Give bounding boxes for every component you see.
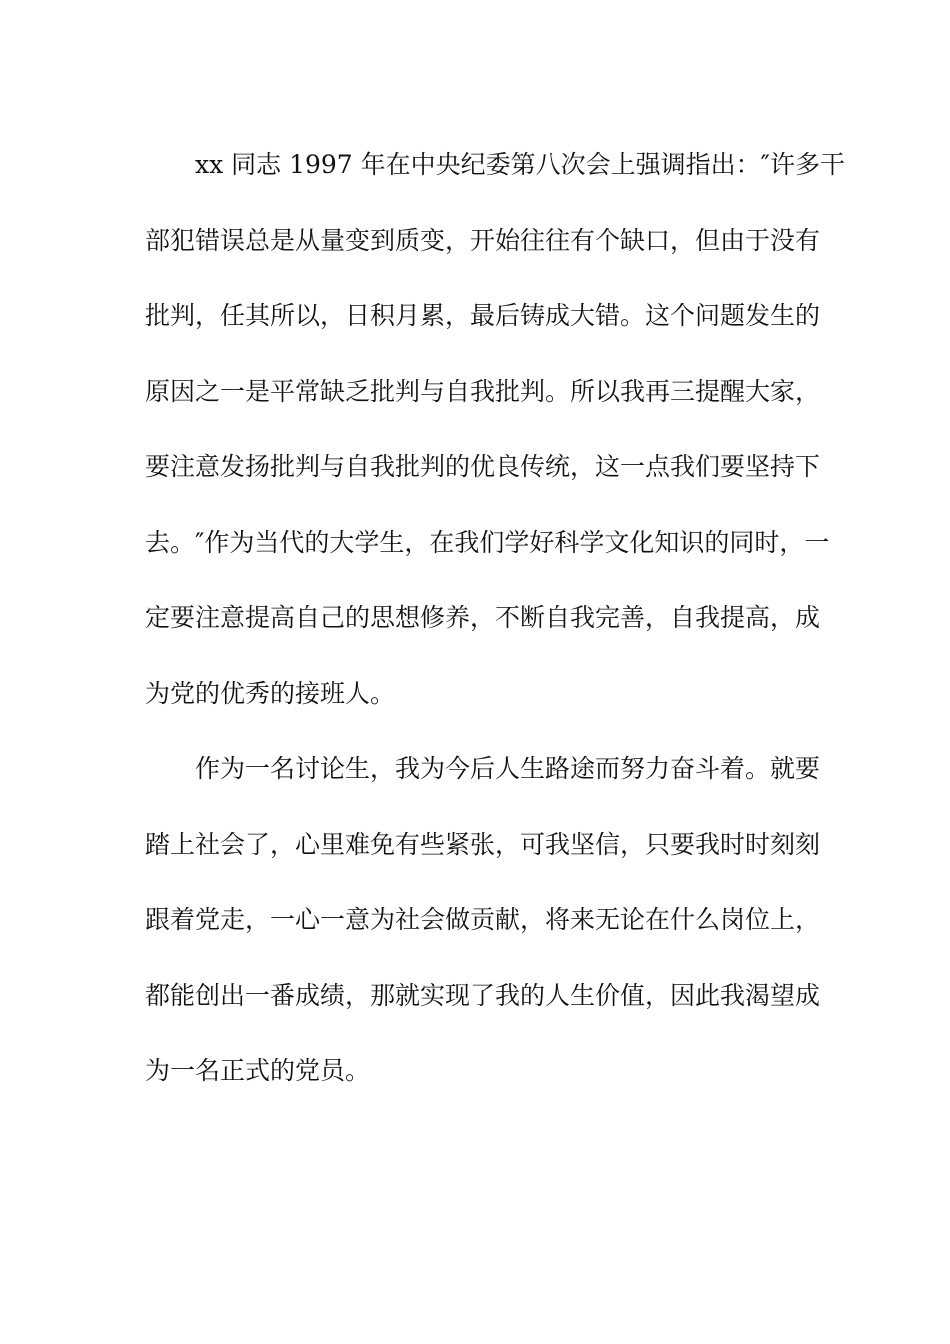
text-line: 踏上社会了，心里难免有些紧张，可我坚信，只要我时时刻刻 (145, 829, 821, 859)
document-body (145, 127, 846, 1109)
text-line: 都能创出一番成绩，那就实现了我的人生价值，因此我渴望成 (145, 980, 821, 1010)
text-line: 作为一名讨论生，我为今后人生路途而努力奋斗着。就要 (195, 754, 821, 783)
text-line: 去。″作为当代的大学生，在我们学好科学文化知识的同时，一 (145, 527, 830, 557)
text-line: 部犯错误总是从量变到质变，开始往往有个缺口，但由于没有 (145, 225, 821, 255)
text-line: xx 同志 1997 年在中央纪委第八次会上强调指出：″许多干 (195, 150, 846, 179)
text-line: 为一名正式的党员。 (145, 1056, 371, 1085)
text-line: 跟着党走，一心一意为社会做贡献，将来无论在什么岗位上， (145, 905, 821, 934)
text-line: 原因之一是平常缺乏批判与自我批判。所以我再三提醒大家， (145, 376, 821, 406)
paragraph-2 (145, 731, 821, 1109)
text-line: 批判，任其所以，日积月累，最后铸成大错。这个问题发生的 (145, 301, 821, 330)
text-line: 定要注意提高自己的思想修养，不断自我完善，自我提高，成 (145, 603, 821, 632)
text-line: 要注意发扬批判与自我批判的优良传统，这一点我们要坚持下 (145, 452, 821, 481)
text-line: 为党的优秀的接班人。 (145, 678, 396, 708)
paragraph-1 (145, 127, 846, 731)
